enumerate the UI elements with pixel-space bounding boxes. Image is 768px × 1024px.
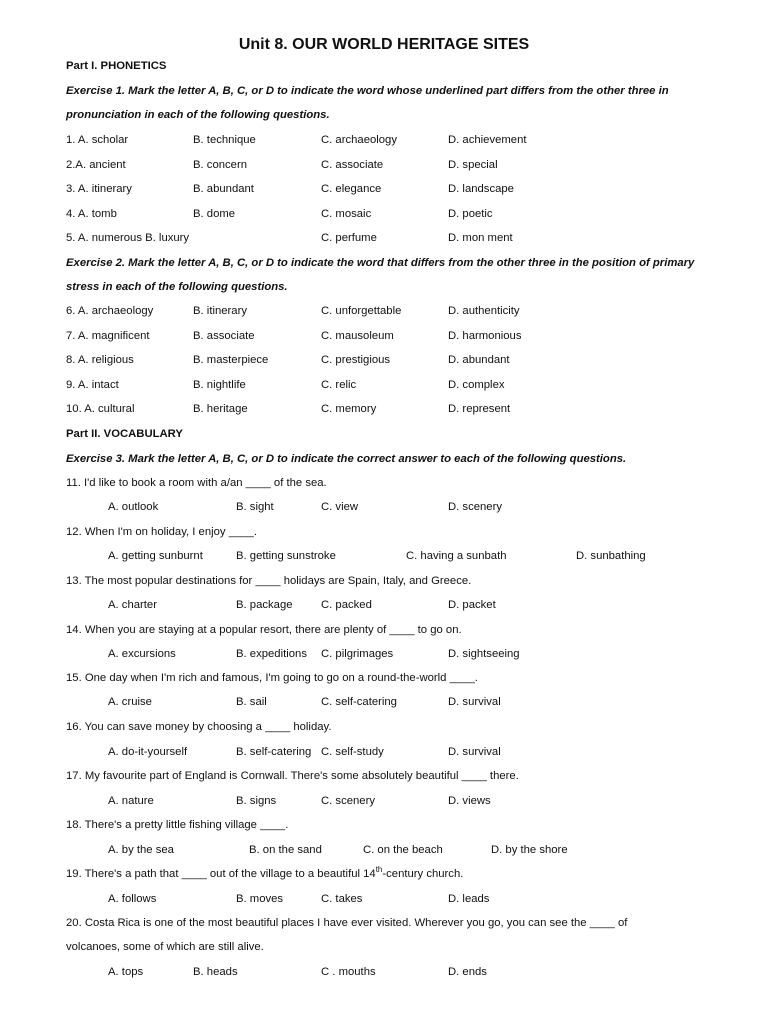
answer-option: C. elegance [321,183,382,195]
question-17-options [0,794,768,808]
question-15-options [0,695,768,709]
exercise-2-row [0,304,768,318]
question-15: 15. One day when I'm rich and famous, I'm going to go on a round-the-world ____. [66,672,478,684]
exercise-1-row [0,158,768,172]
option-c: C. scenery [321,795,375,807]
exercise-2-instruction-line-2: stress in each of the following questions. [66,281,288,293]
option-d: D. ends [448,966,487,978]
option-c: C. pilgrimages [321,648,394,660]
question-19-superscript: th [375,865,383,875]
option-c: C. self-study [321,746,384,758]
option-b: B. self-catering [236,746,312,758]
option-c: C. self-catering [321,696,397,708]
part-2-heading: Part II. VOCABULARY [66,428,183,440]
option-b: B. moves [236,893,284,905]
option-b: B. on the sand [249,844,322,856]
option-d: D. packet [448,599,496,611]
question-12: 12. When I'm on holiday, I enjoy ____. [66,526,257,538]
option-d: D. views [448,795,491,807]
answer-option: D. special [448,159,498,171]
option-d: D. survival [448,746,501,758]
option-a: A. tops [108,966,144,978]
question-19 [66,867,463,881]
option-c: C . mouths [321,966,376,978]
answer-option: B. concern [193,159,248,171]
answer-option: B. masterpiece [193,354,269,366]
answer-option: C. mausoleum [321,330,394,342]
question-12-options [0,549,768,563]
answer-option: B. associate [193,330,255,342]
option-a: A. charter [108,599,157,611]
option-b: B. sight [236,501,274,513]
question-11-options [0,500,768,514]
answer-option: C. associate [321,159,384,171]
question-19-options [0,892,768,906]
question-14-options [0,647,768,661]
answer-option: 3. A. itinerary [66,183,132,195]
answer-option: D. authenticity [448,305,520,317]
answer-option: 5. A. numerous B. luxury [66,232,190,244]
option-c: C. packed [321,599,372,611]
option-d: D. sunbathing [576,550,646,562]
exercise-1-row [0,231,768,245]
answer-option: D. mon ment [448,232,513,244]
exercise-2-row [0,329,768,343]
question-18: 18. There's a pretty little fishing village ____. [66,819,289,831]
option-a: A. outlook [108,501,159,513]
question-20-options [0,965,768,979]
answer-option: B. abundant [193,183,254,195]
answer-option: B. dome [193,208,236,220]
answer-option: D. abundant [448,354,510,366]
answer-option: D. represent [448,403,511,415]
answer-option: D. poetic [448,208,493,220]
option-a: A. cruise [108,696,152,708]
option-d: D. by the shore [491,844,568,856]
exercise-1-instruction-line-1: Exercise 1. Mark the letter A, B, C, or D to indicate the word whose underlined part differs from the other three in [66,85,669,97]
exercise-1-row [0,133,768,147]
option-a: A. getting sunburnt [108,550,203,562]
answer-option: C. archaeology [321,134,397,146]
answer-option: 6. A. archaeology [66,305,154,317]
option-b: B. sail [236,696,267,708]
option-c: C. view [321,501,359,513]
question-16-options [0,745,768,759]
option-c: C. having a sunbath [406,550,507,562]
option-b: B. package [236,599,293,611]
option-d: D. leads [448,893,490,905]
question-20-line-1: 20. Costa Rica is one of the most beautiful places I have ever visited. Wherever you go, you can see the ____ of [66,917,628,929]
question-19-text: 19. There's a path that ____ out of the village to a beautiful 14 [66,868,376,880]
answer-option: 7. A. magnificent [66,330,150,342]
option-b: B. heads [193,966,238,978]
answer-option: 4. A. tomb [66,208,117,220]
page-title: Unit 8. OUR WORLD HERITAGE SITES [238,36,530,53]
answer-option: D. landscape [448,183,514,195]
option-a: A. nature [108,795,154,807]
exercise-1-row [0,207,768,221]
answer-option: D. harmonious [448,330,522,342]
part-1-heading: Part I. PHONETICS [66,60,167,72]
answer-option: 2.A. ancient [66,159,126,171]
option-a: A. follows [108,893,157,905]
exercise-2-instruction-line-1: Exercise 2. Mark the letter A, B, C, or D to indicate the word that differs from the other three in the position of primary [66,257,695,269]
answer-option: D. achievement [448,134,527,146]
answer-option: 9. A. intact [66,379,119,391]
option-a: A. excursions [108,648,176,660]
answer-option: B. itinerary [193,305,247,317]
answer-option: B. heritage [193,403,248,415]
question-14: 14. When you are staying at a popular resort, there are plenty of ____ to go on. [66,624,462,636]
option-d: D. sightseeing [448,648,520,660]
answer-option: C. memory [321,403,377,415]
answer-option: C. perfume [321,232,377,244]
answer-option: 8. A. religious [66,354,134,366]
option-b: B. expeditions [236,648,307,660]
question-18-options [0,843,768,857]
exercise-2-row [0,378,768,392]
option-b: B. getting sunstroke [236,550,336,562]
question-19-text-end: -century church. [382,868,464,880]
exercise-1-instruction-line-2: pronunciation in each of the following questions. [66,109,330,121]
option-a: A. do-it-yourself [108,746,188,758]
exercise-3-instruction: Exercise 3. Mark the letter A, B, C, or D to indicate the correct answer to each of the following questions. [66,453,627,465]
answer-option: C. unforgettable [321,305,402,317]
question-13-options [0,598,768,612]
option-d: D. scenery [448,501,502,513]
exercise-2-row [0,353,768,367]
answer-option: 10. A. cultural [66,403,135,415]
exercise-2-row [0,402,768,416]
option-b: B. signs [236,795,277,807]
answer-option: B. technique [193,134,256,146]
option-d: D. survival [448,696,501,708]
question-11: 11. I'd like to book a room with a/an ____ of the sea. [66,477,327,489]
answer-option: B. nightlife [193,379,246,391]
answer-option: C. relic [321,379,357,391]
option-c: C. takes [321,893,363,905]
question-16: 16. You can save money by choosing a ____ holiday. [66,721,332,733]
option-a: A. by the sea [108,844,174,856]
question-17: 17. My favourite part of England is Cornwall. There's some absolutely beautiful ____ there. [66,770,519,782]
answer-option: 1. A. scholar [66,134,129,146]
question-20-line-2: volcanoes, some of which are still alive. [66,941,264,953]
exercise-1-row [0,182,768,196]
option-c: C. on the beach [363,844,443,856]
question-13: 13. The most popular destinations for ____ holidays are Spain, Italy, and Greece. [66,575,472,587]
answer-option: C. mosaic [321,208,372,220]
answer-option: D. complex [448,379,505,391]
answer-option: C. prestigious [321,354,391,366]
